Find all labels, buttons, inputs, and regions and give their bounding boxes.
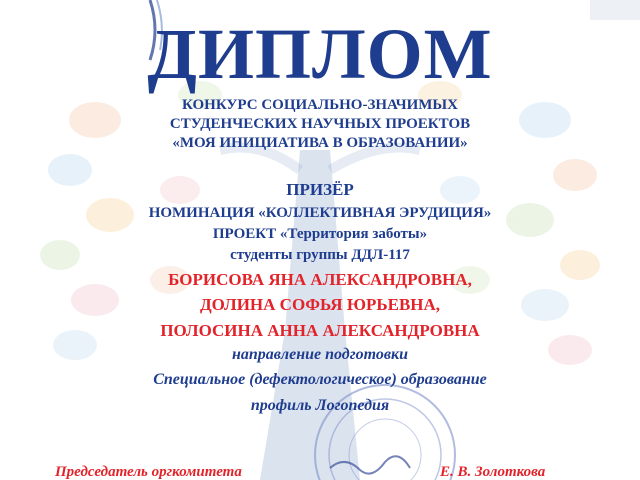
direction-name: Специальное (дефектологическое) образование (153, 371, 487, 388)
nomination: НОМИНАЦИЯ «КОЛЛЕКТИВНАЯ ЭРУДИЦИЯ» (148, 205, 492, 221)
signature-right-text: Е. В. Золоткова (440, 464, 546, 480)
project-name: ПРОЕКТ «Территория заботы» (212, 226, 428, 242)
direction-label: направление подготовки (231, 346, 409, 363)
student-group: студенты группы ДДЛ-117 (230, 247, 410, 263)
student-name-2: ДОЛИНА СОФЬЯ ЮРЬЕВНА, (199, 295, 441, 314)
profile-name: профиль Логопедия (250, 397, 390, 414)
student-name-3: ПОЛОСИНА АННА АЛЕКСАНДРОВНА (160, 321, 480, 340)
student-name-1: БОРИСОВА ЯНА АЛЕКСАНДРОВНА, (168, 270, 472, 289)
signature-left-text: Председатель оргкомитета (55, 464, 242, 480)
contest-line-3: «МОЯ ИНИЦИАТИВА В ОБРАЗОВАНИИ» (172, 135, 468, 151)
contest-line-2: СТУДЕНЧЕСКИХ НАУЧНЫХ ПРОЕКТОВ (169, 116, 471, 132)
award-label: ПРИЗЁР (286, 180, 354, 199)
diploma-title: ДИПЛОМ (147, 14, 493, 94)
contest-line-1: КОНКУРС СОЦИАЛЬНО-ЗНАЧИМЫХ (182, 97, 458, 113)
